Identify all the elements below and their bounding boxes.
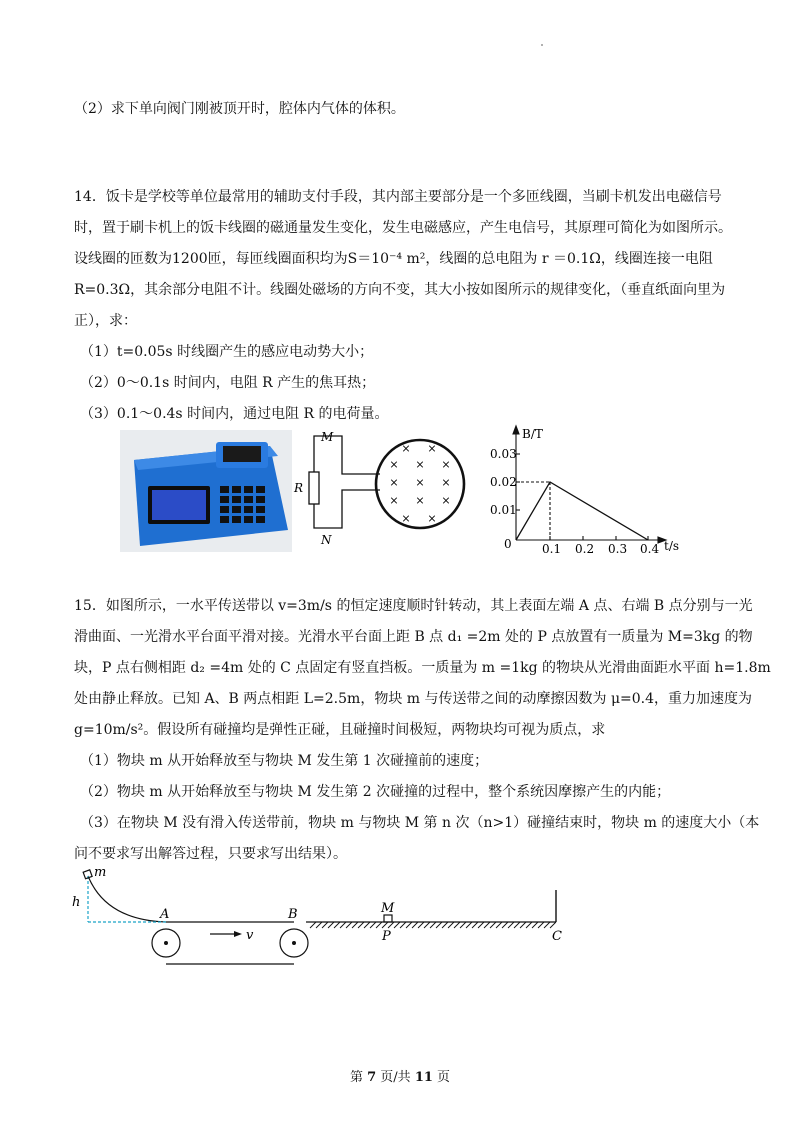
- footer-pre: 第: [349, 1070, 363, 1085]
- ytick-0.03: 0.03: [490, 447, 517, 461]
- ground-hatch: [460, 922, 466, 928]
- ground-hatch: [394, 922, 400, 928]
- field-cross: ×: [427, 442, 437, 455]
- footer-post: 页: [437, 1070, 451, 1085]
- ground-hatch: [496, 922, 502, 928]
- field-cross: ×: [401, 512, 411, 525]
- ground-hatch: [502, 922, 508, 928]
- ground-hatch: [448, 922, 454, 928]
- label-A: A: [160, 907, 170, 922]
- q15-para-1: 15．如图所示，一水平传送带以 v=3m/s 的恒定速度顺时针转动，其上表面左端 A 点、右端 B 点分别与一光: [74, 598, 753, 614]
- ground-hatch: [472, 922, 478, 928]
- ground-hatch: [364, 922, 370, 928]
- ground-hatch: [370, 922, 376, 928]
- graph-y-label: B/T: [522, 427, 543, 441]
- xtick-0.2: 0.2: [575, 542, 595, 554]
- block-M: [384, 915, 392, 922]
- field-cross: ×: [441, 458, 451, 471]
- field-cross: ×: [441, 494, 451, 507]
- q15-question-2: （2）物块 m 从开始释放至与物块 M 发生第 2 次碰撞的过程中，整个系统因摩擦产生的内能；: [80, 784, 671, 800]
- label-v: v: [246, 928, 254, 943]
- ground-hatch: [508, 922, 514, 928]
- footer-total: 11: [414, 1070, 433, 1085]
- label-N: N: [321, 533, 332, 547]
- label-C: C: [552, 929, 562, 944]
- ground-hatch: [436, 922, 442, 928]
- footer-page: 7: [367, 1070, 377, 1085]
- field-cross: ×: [389, 476, 399, 489]
- page-footer: [0, 1066, 800, 1085]
- ground-hatch: [478, 922, 484, 928]
- q15-para-3: 块，P 点右侧相距 d₂ =4m 处的 C 点固定有竖直挡板。一质量为 m =1kg 的物块从光滑曲面距水平面 h=1.8m: [74, 660, 771, 676]
- field-cross: ×: [389, 494, 399, 507]
- q14-para-4: R=0.3Ω，其余部分电阻不计。线圈处磁场的方向不变，其大小按如图所示的规律变化，（垂直纸面向里为: [74, 282, 726, 298]
- resistor-R: [309, 472, 319, 504]
- ground-hatch: [412, 922, 418, 928]
- ground-hatch: [424, 922, 430, 928]
- q14-question-1: （1）t=0.05s 时线圈产生的感应电动势大小；: [80, 344, 374, 360]
- field-cross: ×: [389, 458, 399, 471]
- graph-origin: 0: [504, 537, 512, 551]
- label-M-block: M: [381, 901, 395, 916]
- smooth-curve: [88, 876, 166, 922]
- ground-hatch: [334, 922, 340, 928]
- b-curve: [516, 482, 648, 540]
- ground-hatch: [490, 922, 496, 928]
- graph-x-label: t/s: [664, 539, 680, 553]
- field-cross: ×: [415, 458, 425, 471]
- label-P: P: [382, 929, 391, 944]
- ground-hatch: [544, 922, 550, 928]
- q14-para-1: 14．饭卡是学校等单位最常用的辅助支付手段，其内部主要部分是一个多匝线圈，当刷卡机发出电磁信号: [74, 189, 722, 205]
- ground-hatch: [388, 922, 394, 928]
- ground-hatch: [346, 922, 352, 928]
- ground-hatch: [466, 922, 472, 928]
- footer-mid: 页/共: [380, 1070, 411, 1085]
- field-cross: ×: [415, 476, 425, 489]
- coil-circuit-diagram: [290, 424, 480, 554]
- field-cross: ×: [401, 442, 411, 455]
- q15-question-3b: 问不要求写出解答过程，只要求写出结果）。: [74, 846, 347, 862]
- label-B: B: [288, 907, 298, 922]
- ground-hatch: [538, 922, 544, 928]
- ground-hatch: [340, 922, 346, 928]
- q15-question-3a: （3）在物块 M 没有滑入传送带前，物块 m 与物块 M 第 n 次（n>1）碰撞结束时，物块 m 的速度大小（本: [80, 815, 760, 831]
- b-t-graph: [490, 422, 690, 554]
- q14-question-3: （3）0.1～0.4s 时间内，通过电阻 R 的电荷量。: [80, 406, 389, 422]
- card-reader-photo: [120, 430, 292, 552]
- ground-hatch: [358, 922, 364, 928]
- ground-hatch: [442, 922, 448, 928]
- ground-hatch: [418, 922, 424, 928]
- ground-hatch: [484, 922, 490, 928]
- ground-hatch: [520, 922, 526, 928]
- q15-para-2: 滑曲面、一光滑水平台面平滑对接。光滑水平台面上距 B 点 d₁ =2m 处的 P 点放置有一质量为 M=3kg 的物: [74, 629, 753, 645]
- xtick-0.4: 0.4: [640, 542, 660, 554]
- q15-question-1: （1）物块 m 从开始释放至与物块 M 发生第 1 次碰撞前的速度；: [80, 753, 489, 769]
- ground-hatch: [328, 922, 334, 928]
- q15-para-5: g=10m/s²。假设所有碰撞均是弹性正碰，且碰撞时间极短，两物块均可视为质点，求: [74, 722, 606, 738]
- q14-para-2: 时，置于刷卡机上的饭卡线圈的磁通量发生变化，发生电磁感应，产生电信号，其原理可简化为如图所示。: [74, 220, 732, 236]
- speck: [541, 44, 543, 46]
- ground-hatch: [310, 922, 316, 928]
- q15-para-4: 处由静止释放。已知 A、B 两点相距 L=2.5m，物块 m 与传送带之间的动摩擦因数为 μ=0.4，重力加速度为: [74, 691, 753, 707]
- q14-question-2: （2）0～0.1s 时间内，电阻 R 产生的焦耳热；: [80, 375, 376, 391]
- xtick-0.1: 0.1: [542, 542, 562, 554]
- ground-hatch: [550, 922, 556, 928]
- label-m: m: [94, 865, 107, 880]
- q13-part2: （2）求下单向阀门刚被顶开时，腔体内气体的体积。: [74, 101, 405, 117]
- ytick-0.02: 0.02: [490, 475, 517, 489]
- ground-hatch: [532, 922, 538, 928]
- ground-hatch: [514, 922, 520, 928]
- ground-hatch: [376, 922, 382, 928]
- ground-hatch: [382, 922, 388, 928]
- field-cross: ×: [427, 512, 437, 525]
- ground-hatch: [430, 922, 436, 928]
- label-h: h: [72, 895, 81, 910]
- label-M: M: [321, 430, 334, 444]
- q14-para-5: 正），求：: [74, 313, 137, 329]
- ground-hatch: [400, 922, 406, 928]
- ground-hatch: [352, 922, 358, 928]
- ground-hatch: [454, 922, 460, 928]
- conveyor-belt-diagram: [66, 862, 586, 980]
- block-m: [83, 870, 92, 879]
- ground-hatch: [316, 922, 322, 928]
- label-R: R: [294, 481, 304, 495]
- ground-hatch: [322, 922, 328, 928]
- field-cross: ×: [415, 494, 425, 507]
- ytick-0.01: 0.01: [490, 503, 517, 517]
- xtick-0.3: 0.3: [608, 542, 628, 554]
- q14-para-3: 设线圈的匝数为1200匝，每匝线圈面积均为S＝10⁻⁴ m²，线圈的总电阻为 r ＝0.1Ω，线圈连接一电阻: [74, 251, 713, 267]
- field-cross: ×: [441, 476, 451, 489]
- ground-hatch: [406, 922, 412, 928]
- ground-hatch: [526, 922, 532, 928]
